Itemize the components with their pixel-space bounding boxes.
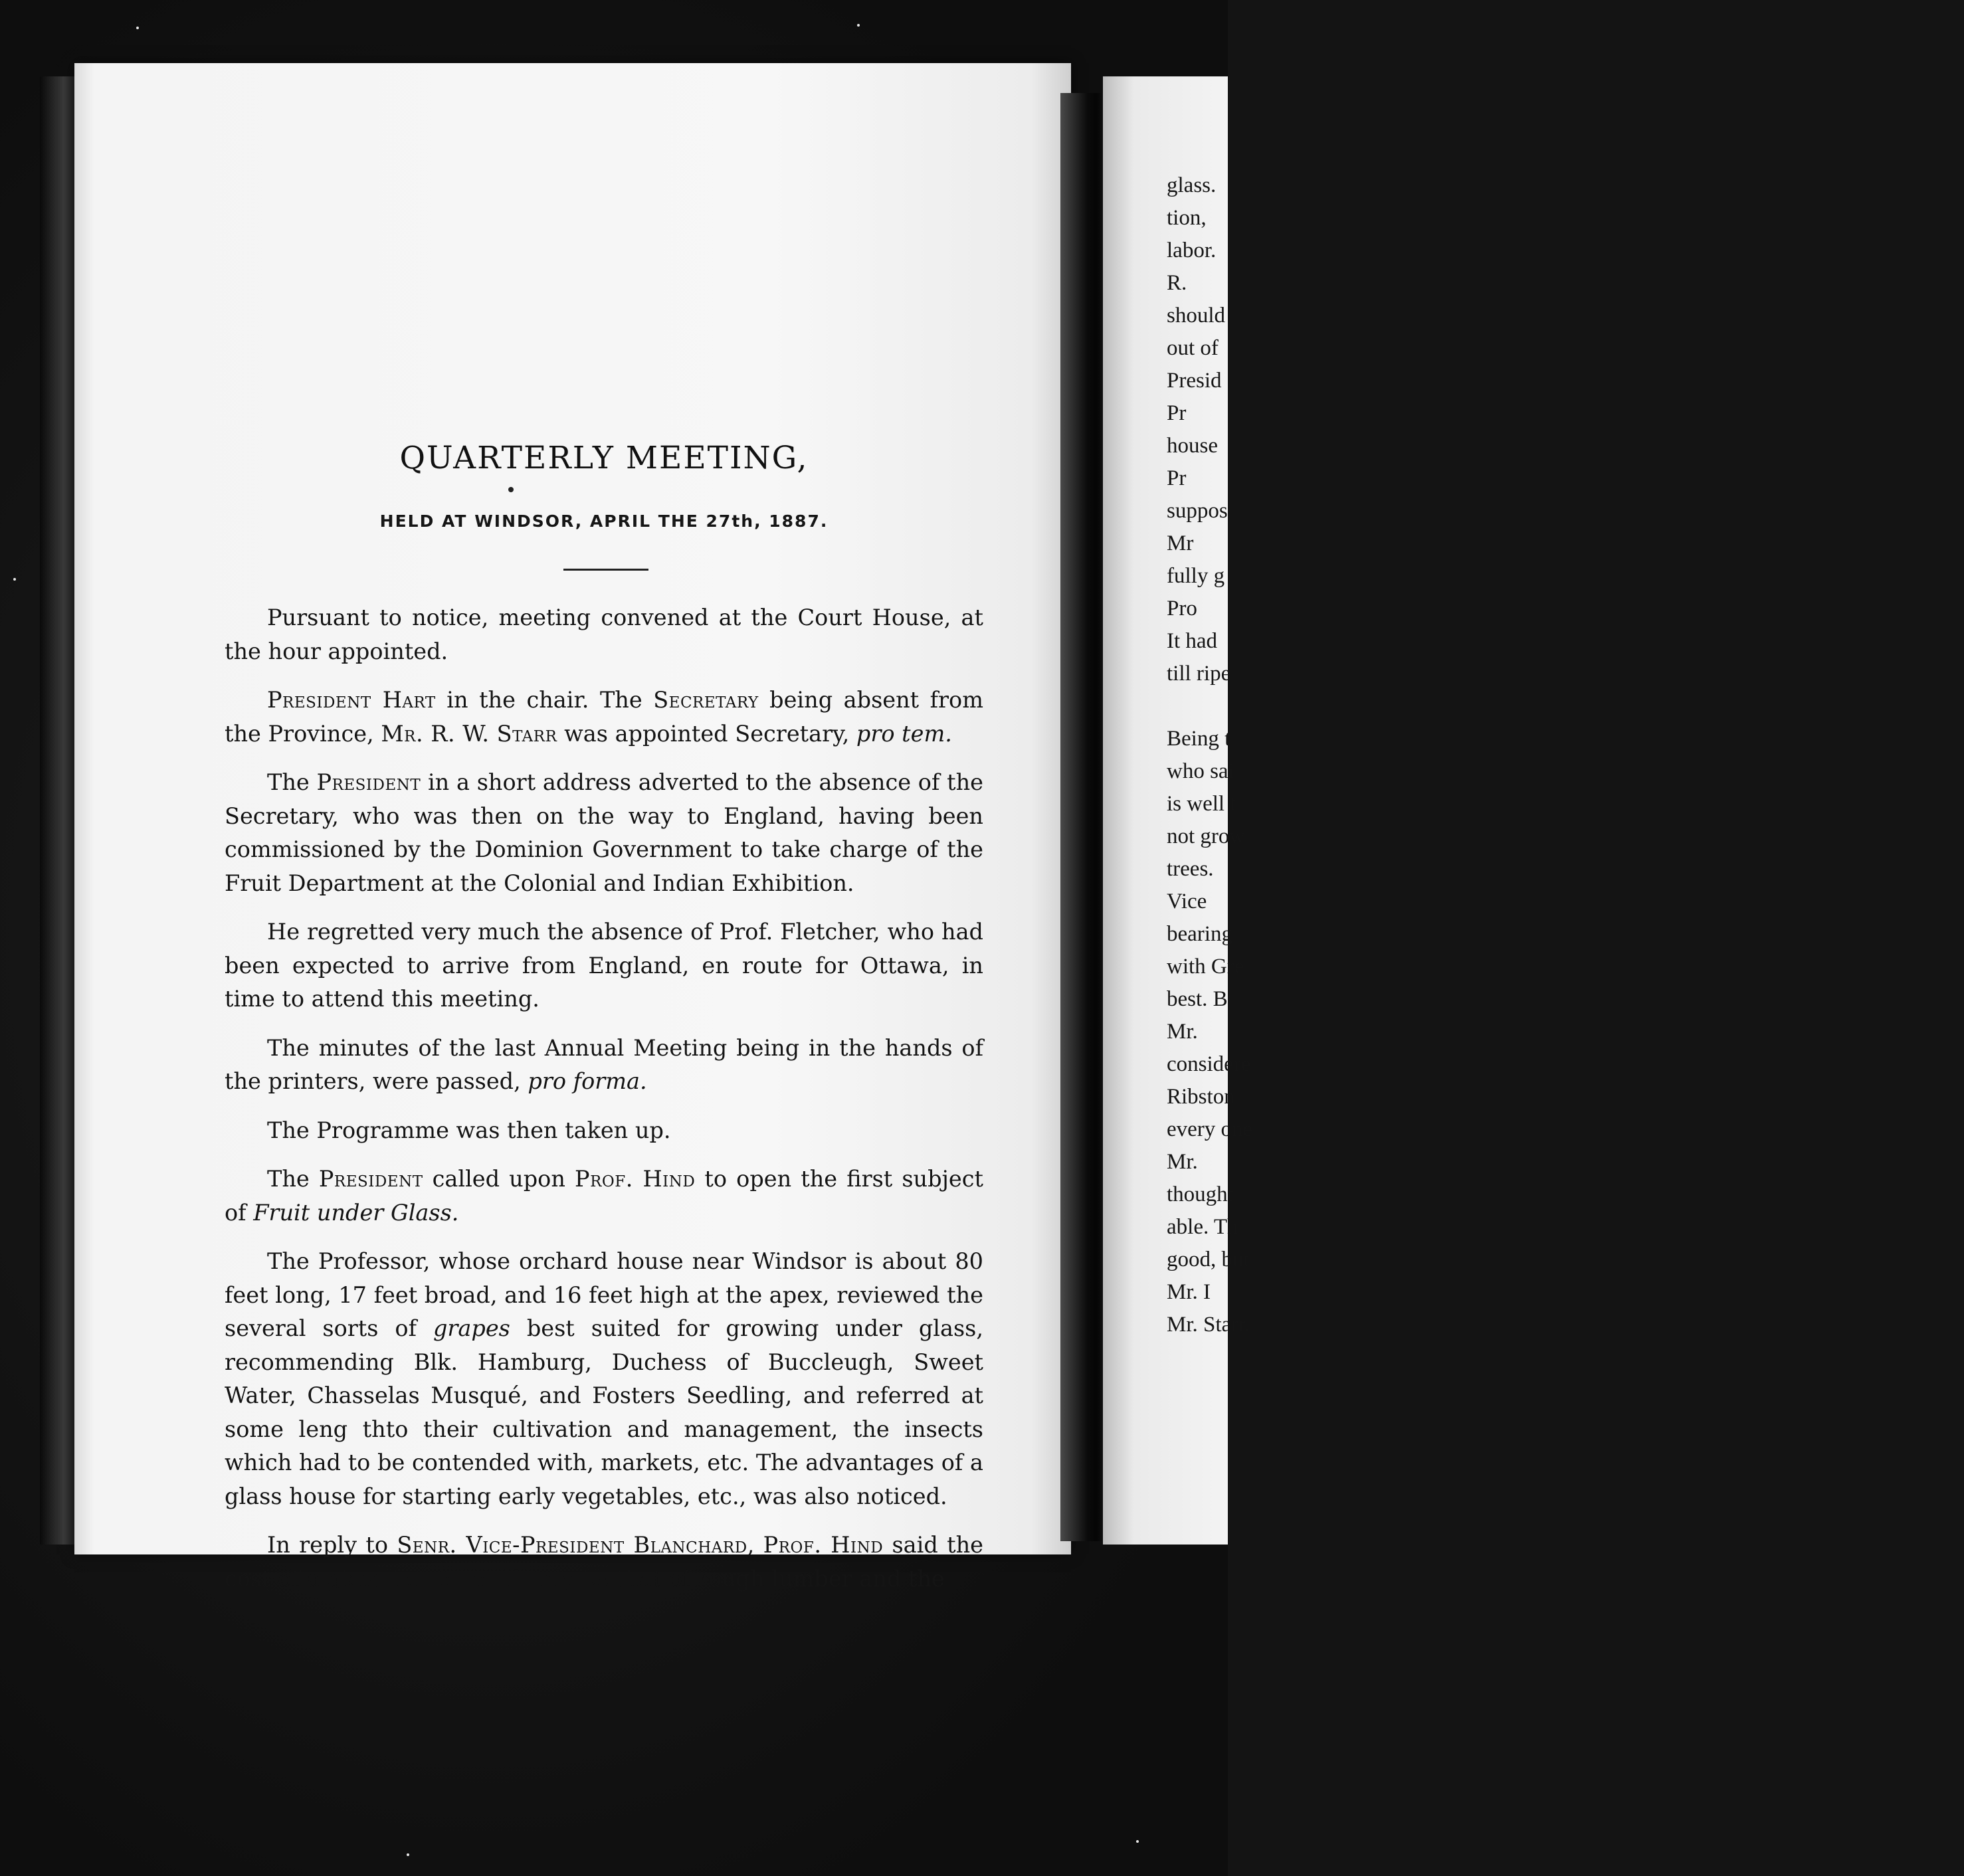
text-run: The Professor, whose orchard house near Windsor is about 80 feet long, 17 feet broad, and 16 feet high at the apex, reviewed the several sorts of [225,1248,983,1341]
right-page [1103,76,1253,1545]
facing-page-line: able. Th [1167,1215,1238,1239]
facing-page-line: Vice [1167,890,1207,913]
facing-page-line: Presid [1167,369,1222,393]
body-paragraph [225,601,983,668]
facing-page-line: with Gre [1167,955,1244,979]
facing-page-line: Mr. Starr, [1167,1313,1251,1337]
facing-page-line: R. [1167,271,1187,295]
text-run: In reply to [267,1532,397,1558]
facing-page-line: good, but [1167,1248,1250,1271]
book-spine [40,76,80,1545]
small-caps-text: Secretary [653,687,759,713]
text-run: The [267,1166,319,1192]
text-run: to open the first subject of [225,1166,983,1226]
text-run: The minutes of the last Annual Meeting being in the hands of the printers, were passed, [225,1034,983,1094]
text-run: best suited for growing under glass, recommending Blk. Hamburg, Duchess of Buccleugh, Sweet Water, Chasselas Musqué, and Fosters Seedling, and referred at some leng thto their cultivation and management, the insects which had to be contended with, markets, etc. The advantages of a glass house for starting early vegetables, etc., was also noticed. [225,1315,983,1509]
facing-page-line: who sai [1167,759,1234,783]
facing-page-line: out of [1167,336,1219,360]
small-caps-text: President [316,769,421,795]
facing-page-line: every one [1167,1117,1253,1141]
facing-page-line: Pro [1167,597,1197,620]
facing-page-line: trees. [1167,857,1214,881]
facing-page-line: Mr. [1167,1150,1198,1174]
text-run: The [267,769,317,795]
small-caps-text: President [318,1166,423,1192]
page-subtitle: HELD AT WINDSOR, APRIL THE 27th, 1887. [379,512,829,531]
text-run: called upon [423,1166,575,1192]
facing-page-line: should [1167,304,1226,328]
facing-page-line: Mr [1167,531,1194,555]
film-speck [857,24,860,27]
body-paragraph [225,1114,983,1148]
text-run: in the chair. The [435,687,654,713]
body-paragraph [225,1529,983,1596]
small-caps-text: Prof. Hind [575,1166,696,1192]
facing-page-line: suppos [1167,499,1228,523]
body-paragraph [225,766,983,900]
small-caps-text: President Hart [267,687,436,713]
facing-page-line: thought [1167,1182,1234,1206]
page-title: QUARTERLY MEETING, [399,440,809,476]
body-paragraph [225,915,983,1016]
italic-text: grapes [433,1315,510,1341]
body-paragraph [225,684,983,751]
facing-page-line: Being t [1167,727,1231,751]
heading-rule [563,569,648,571]
small-caps-text: Mr. R. W. Starr [381,720,557,747]
facing-page-line: glass. [1167,173,1217,197]
text-run: , [747,1532,763,1558]
body-paragraph [225,1032,983,1099]
facing-page-line: It had [1167,629,1218,653]
facing-page-line: Pr [1167,401,1187,425]
text-run: He regretted very much the absence of Prof. Fletcher, who had been expected to arrive from England, en route for Ottawa, in time to attend this meeting. [225,919,983,1012]
facing-page-line: till ripe [1167,662,1231,686]
facing-page-line: Mr. [1167,1020,1198,1044]
text-run: being absent from the Province, [225,687,983,747]
ornament-dot [508,487,514,492]
facing-page-line [1167,690,1964,723]
text-run: The Programme was then taken up. [267,1117,671,1143]
italic-text: Fruit under Glass. [253,1199,459,1226]
text-run: was appointed Secretary, [557,720,856,747]
small-caps-text: Prof. Hind [763,1532,884,1558]
film-speck [1136,1840,1139,1843]
facing-page-column [1167,169,1964,1341]
body-paragraph [225,1245,983,1513]
facing-page-line: Pr [1167,466,1187,490]
facing-page-line: Ribston [1167,1085,1235,1109]
body-paragraph [225,1163,983,1230]
article-body [225,601,983,1611]
text-run: said the cost of a glass house need only be that of rough lumber and the [225,1532,983,1592]
facing-page-line: Mr. I [1167,1280,1211,1304]
small-caps-text: Senr. Vice-President Blanchard [397,1532,747,1558]
facing-page-line: not grow [1167,824,1246,848]
text-run: Pursuant to notice, meeting convened at the Court House, at the hour appointed. [225,605,983,664]
facing-page-line: labor. [1167,238,1217,262]
facing-page-line: bearing [1167,922,1232,946]
film-speck [136,27,139,29]
facing-page-line: considere [1167,1052,1251,1076]
facing-page-line: best. B [1167,987,1228,1011]
facing-page-line: tion, [1167,206,1207,230]
film-speck [407,1853,409,1856]
text-run: in a short address adverted to the absence of the Secretary, who was then on the way to England, having been commissioned by the Dominion Government to take charge of the Fruit Department at the Colonial and Indian Exhibition. [225,769,983,896]
facing-page-line: house [1167,434,1218,458]
film-speck [13,578,16,581]
facing-page-line: is well t [1167,792,1236,816]
italic-text: pro tem. [856,720,952,747]
italic-text: pro forma. [528,1068,647,1094]
facing-page-line: fully g [1167,564,1225,588]
